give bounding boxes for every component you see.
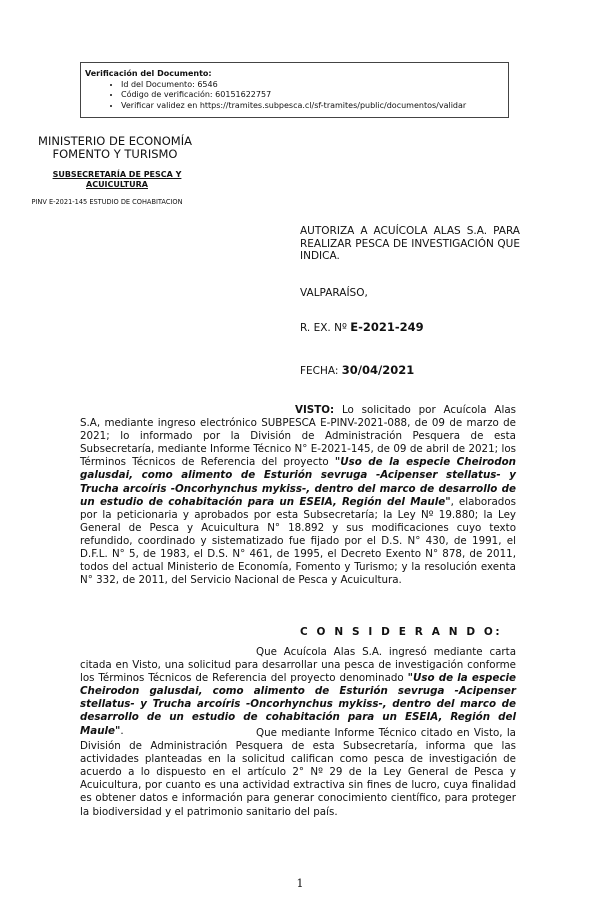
subsecretaria-name: SUBSECRETARÍA DE PESCA Y ACUICULTURA [52, 170, 182, 189]
visto-text-b: , elaborados por la peticionaria y aprobados por esta Subsecretaría; la Ley Nº 19.880; la Ley General de Pesca y Acuicultura N° 18.892 y sus modificaciones cuyo texto refundido, coordinado y sistematizado fue fijado por el D.S. N° 430, de 1991, el D.F.L. N° 5, de 1983, el D.S. N° 461, de 1995, el Decreto Exento N° 878, de 2011, todos del actual Ministerio de Economía, Fomento y Turismo; y la resolución exenta N° 332, de 2011, del Servicio Nacional de Pesca y Acuicultura. [80, 495, 516, 587]
reference-code: PINV E-2021-145 ESTUDIO DE COHABITACION [31, 198, 183, 206]
rex-label: R. EX. Nº [300, 322, 347, 334]
ministry-line-2: FOMENTO Y TURISMO [52, 147, 178, 161]
resolution-subject: AUTORIZA A ACUÍCOLA ALAS S.A. PARA REALIZAR PESCA DE INVESTIGACIÓN QUE INDICA. [300, 225, 520, 262]
p1-text-b: . [120, 724, 124, 737]
resolution-number [300, 320, 424, 334]
verification-url: • Verificar validez en https://tramites.subpesca.cl/sf-tramites/public/documentos/validar [121, 101, 504, 112]
date-value: 30/04/2021 [341, 363, 415, 377]
verification-id: • Id del Documento: 6546 [121, 80, 504, 91]
considerando-heading: C O N S I D E R A N D O: [300, 626, 503, 638]
visto-project-title: "Uso de la especie Cheirodon galusdai, como alimento de Esturión sevruga -Acipenser stellatus- y Trucha arcoíris -Oncorhynchus mykiss-, dentro del marco de desarrollo de un estudio de cohabitación para un ESEIA, Región del Maule" [80, 456, 517, 508]
verification-code: • Código de verificación: 60151622757 [121, 90, 504, 101]
ministry-line-1: MINISTERIO DE ECONOMÍA [38, 134, 192, 148]
ministry-name [22, 135, 208, 161]
resolution-place: VALPARAÍSO, [300, 287, 368, 299]
visto-label: VISTO: [295, 404, 335, 416]
page-number: 1 [296, 877, 304, 890]
p1-text-a: Que Acuícola Alas S.A. ingresó mediante carta citada en Visto, una solicitud para desarrollar una pesca de investigación conforme los Términos Técnicos de Referencia del proyecto denominado [80, 646, 516, 685]
verification-box [80, 62, 509, 118]
verification-title: Verificación del Documento: [85, 69, 212, 78]
considerando-paragraph-1 [80, 646, 516, 738]
rex-number: E-2021-249 [350, 320, 424, 334]
p2-text: Que mediante Informe Técnico citado en Visto, la División de Administración Pesquera de esta Subsecretaría, informa que las actividades planteadas en la solicitud califican como pesca de investigación de acuerdo a lo dispuesto en el artículo 2° Nº 29 de la Ley General de Pesca y Acuicultura, por cuanto es una actividad extractiva sin fines de lucro, cuya finalidad es obtener datos e información para generar conocimiento científico, para proteger la biodiversidad y el patrimonio sanitario del país. [80, 727, 516, 818]
p1-project-title: "Uso de la especie Cheirodon galusdai, como alimento de Esturión sevruga -Acipenser stellatus- y Trucha arcoíris -Oncorhynchus mykiss-, dentro del marco de desarrollo de un estudio de cohabitación para un ESEIA, Región del Maule" [80, 672, 516, 737]
verification-list [85, 80, 504, 112]
date-label: FECHA: [300, 365, 339, 377]
visto-paragraph [80, 404, 516, 587]
visto-text-a: Lo solicitado por Acuícola Alas S.A, mediante ingreso electrónico SUBPESCA E-PINV-2021-088, de 09 de marzo de 2021; lo informado por la División de Administración Pesquera de esta Subsecretaría, mediante Informe Técnico N° E-2021-145, de 09 de abril de 2021; los Términos Técnicos de Referencia del proyecto [80, 404, 517, 469]
considerando-paragraph-2 [80, 724, 516, 819]
resolution-date [300, 363, 414, 377]
